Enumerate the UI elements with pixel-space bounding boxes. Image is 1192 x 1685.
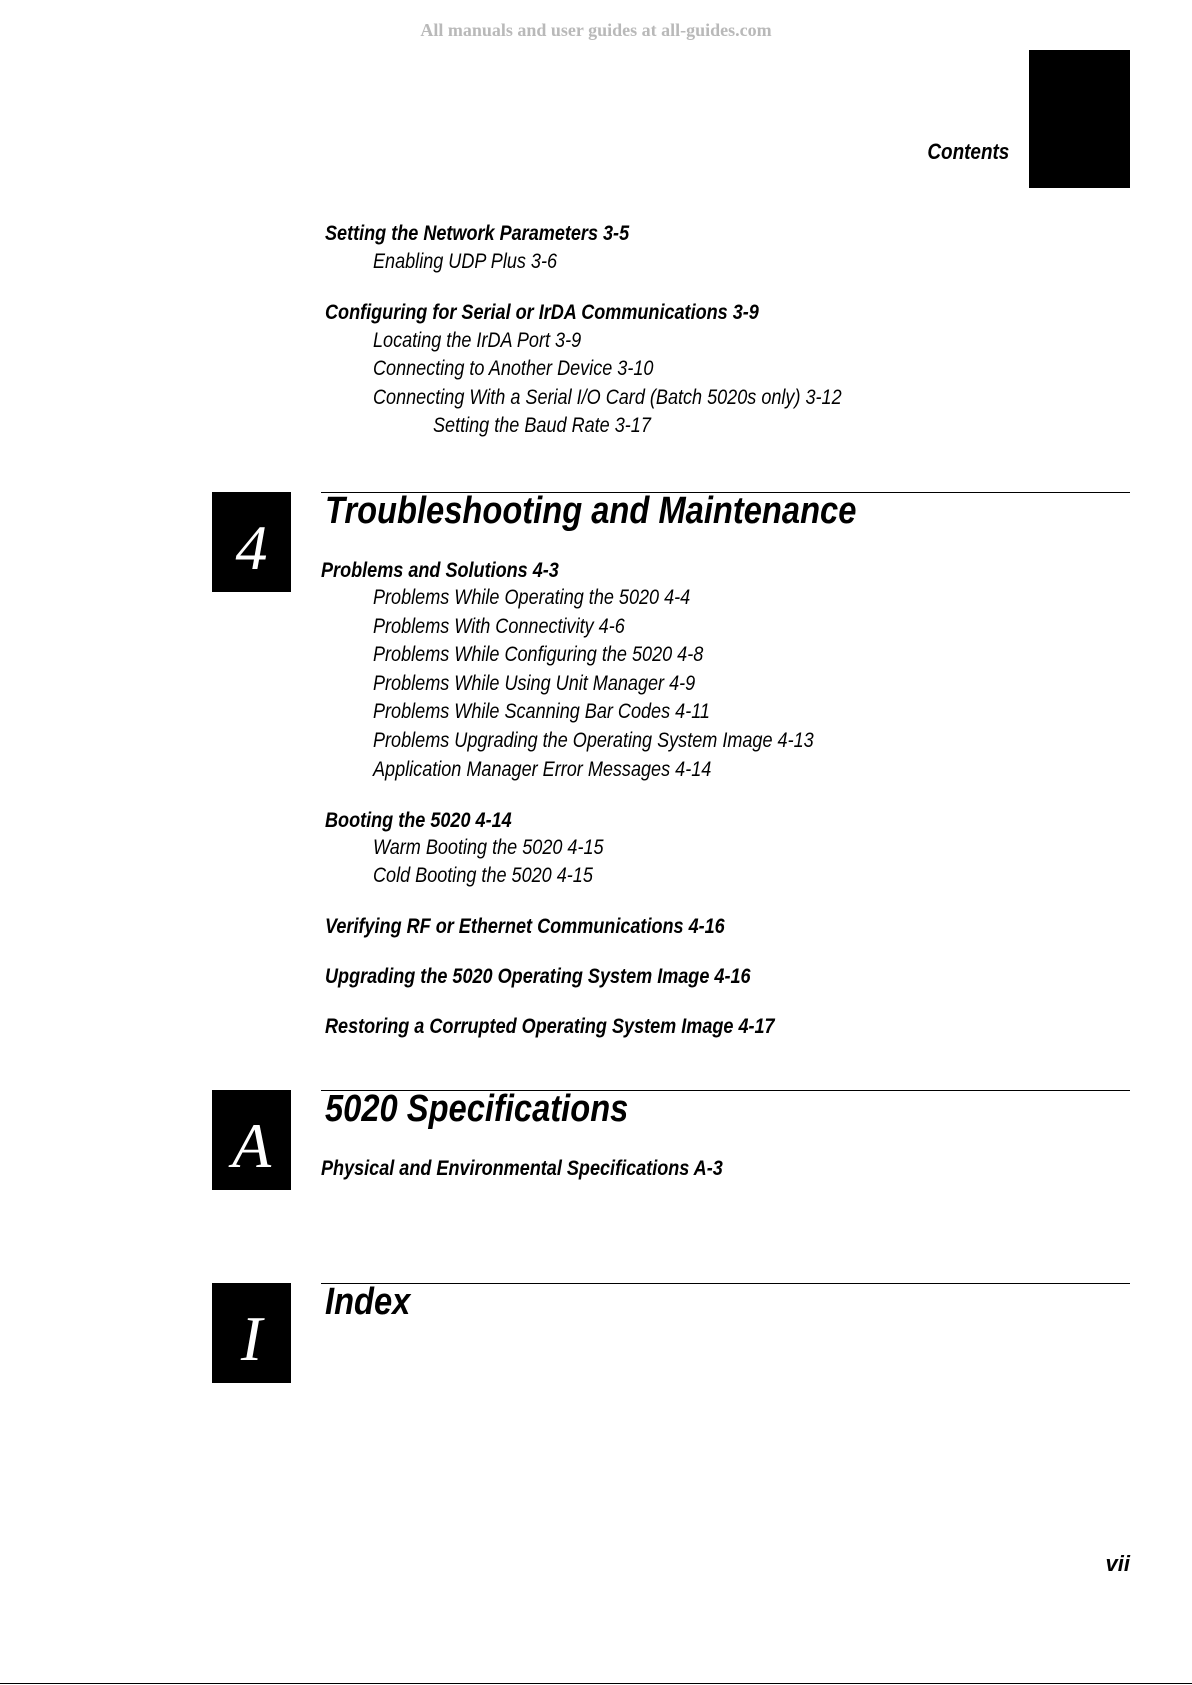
index-rule (321, 1283, 1130, 1284)
toc-entry-cold-booting[interactable]: Cold Booting the 5020 4-15 (373, 864, 593, 887)
toc-entry-problems-upgrading[interactable]: Problems Upgrading the Operating System Image 4-13 (373, 729, 814, 752)
chapter-4-marker: 4 (212, 492, 291, 592)
toc-entry-problems-scanning[interactable]: Problems While Scanning Bar Codes 4-11 (373, 700, 710, 723)
appendix-a-title[interactable]: 5020 Specifications (325, 1088, 629, 1130)
appendix-a-marker: A (212, 1090, 291, 1190)
toc-entry-restoring-os[interactable]: Restoring a Corrupted Operating System Image 4-17 (325, 1015, 775, 1038)
toc-entry-booting[interactable]: Booting the 5020 4-14 (325, 809, 512, 832)
index-title[interactable]: Index (325, 1281, 411, 1323)
watermark: All manuals and user guides at all-guides.com (420, 20, 772, 40)
toc-entry-verifying-rf[interactable]: Verifying RF or Ethernet Communications 4-16 (325, 915, 725, 938)
toc-entry-upgrading-os[interactable]: Upgrading the 5020 Operating System Image 4-16 (325, 965, 751, 988)
chapter-thumb-tab (1029, 50, 1130, 188)
toc-entry-problems-solutions[interactable]: Problems and Solutions 4-3 (321, 559, 559, 582)
toc-entry-problems-connectivity[interactable]: Problems With Connectivity 4-6 (373, 615, 625, 638)
index-marker: I (212, 1283, 291, 1383)
toc-entry-baud-rate[interactable]: Setting the Baud Rate 3-17 (433, 414, 651, 437)
toc-entry-physical-environmental[interactable]: Physical and Environmental Specifications A-3 (321, 1157, 723, 1180)
page-bottom-rule (0, 1683, 1192, 1684)
toc-entry-problems-operating[interactable]: Problems While Operating the 5020 4-4 (373, 586, 691, 609)
toc-entry-network-parameters[interactable]: Setting the Network Parameters 3-5 (325, 222, 630, 245)
toc-entry-serial-io-card[interactable]: Connecting With a Serial I/O Card (Batch 5020s only) 3-12 (373, 386, 842, 409)
toc-entry-problems-configuring[interactable]: Problems While Configuring the 5020 4-8 (373, 643, 704, 666)
running-head: Contents (927, 139, 1009, 164)
page-number: vii (1105, 1551, 1130, 1576)
toc-entry-irda-port[interactable]: Locating the IrDA Port 3-9 (373, 329, 582, 352)
toc-entry-enabling-udp-plus[interactable]: Enabling UDP Plus 3-6 (373, 250, 558, 273)
toc-entry-app-manager-errors[interactable]: Application Manager Error Messages 4-14 (373, 758, 712, 781)
toc-entry-warm-booting[interactable]: Warm Booting the 5020 4-15 (373, 836, 604, 859)
toc-entry-problems-unit-manager[interactable]: Problems While Using Unit Manager 4-9 (373, 672, 696, 695)
toc-entry-serial-irda[interactable]: Configuring for Serial or IrDA Communications 3-9 (325, 301, 759, 324)
chapter-4-title[interactable]: Troubleshooting and Maintenance (325, 490, 857, 532)
toc-entry-another-device[interactable]: Connecting to Another Device 3-10 (373, 357, 654, 380)
